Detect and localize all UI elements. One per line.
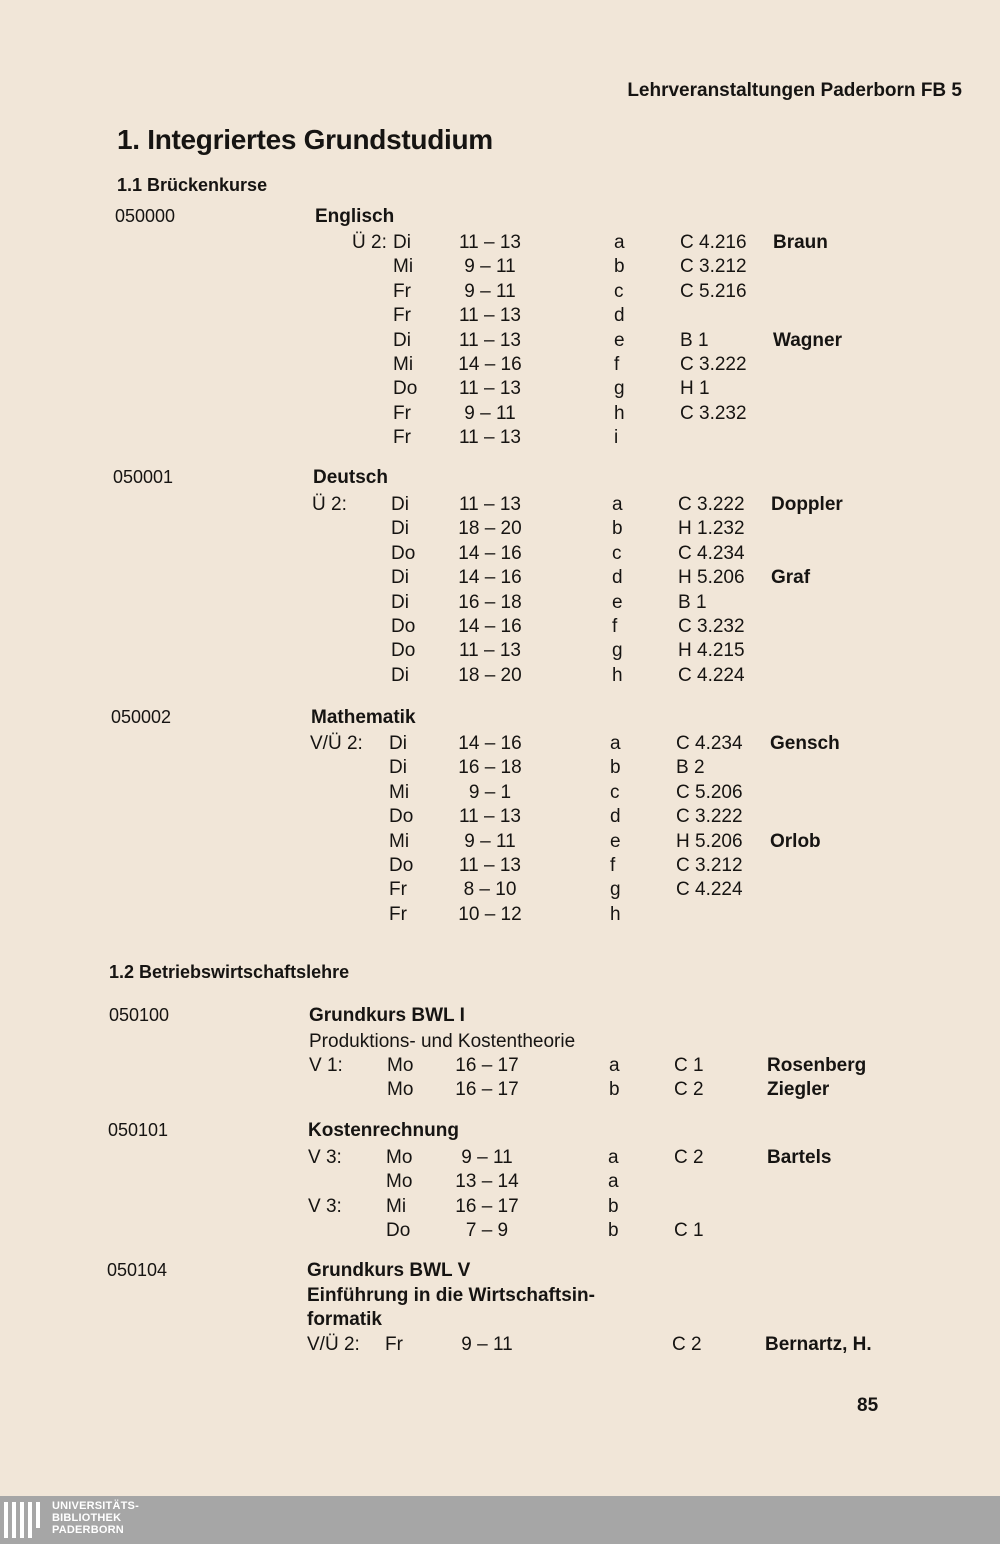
schedule-row: [0, 904, 900, 928]
weekday: Do: [391, 640, 416, 662]
course-grundkurs-bwl-1: [0, 1005, 900, 1105]
group-letter: g: [612, 640, 623, 662]
course-kostenrechnung: [0, 1120, 900, 1250]
time-range: 16 – 18: [458, 591, 522, 613]
schedule-row: [0, 1220, 900, 1244]
group-letter: a: [608, 1171, 619, 1193]
schedule-row: [0, 782, 900, 806]
course-title: Grundkurs BWL V: [307, 1260, 471, 1281]
weekday: Do: [389, 806, 414, 828]
time-range: 9 – 11: [464, 256, 516, 278]
room: C 3.222: [676, 806, 743, 828]
schedule-row: [0, 567, 900, 591]
weekday: Mi: [386, 1195, 407, 1217]
schedule-row: [0, 757, 900, 781]
room: H 4.215: [678, 640, 745, 662]
weekday: Do: [391, 615, 416, 637]
time-range: 11 – 13: [459, 232, 521, 253]
running-header: Lehrveranstaltungen Paderborn FB 5: [627, 80, 962, 101]
time-range: 14 – 16: [458, 353, 522, 375]
group-letter: a: [608, 1147, 619, 1168]
time-range: 11 – 13: [459, 640, 521, 662]
room: C 2: [674, 1079, 704, 1101]
course-code: 050101: [108, 1120, 169, 1140]
group-letter: b: [609, 1079, 620, 1101]
group-letter: a: [612, 494, 623, 515]
weekday: Do: [391, 542, 416, 564]
room: C 3.222: [678, 494, 745, 515]
weekday: Di: [393, 329, 411, 351]
time-range: 11 – 13: [459, 329, 521, 351]
group-letter: c: [614, 280, 624, 302]
course-type: V 1:: [309, 1055, 343, 1076]
schedule-row: [0, 494, 900, 518]
time-range: 14 – 16: [458, 615, 522, 637]
course-type: V 3:: [308, 1147, 342, 1168]
group-letter: h: [610, 903, 621, 925]
group-letter: b: [612, 518, 623, 540]
time-range: 8 – 10: [463, 879, 517, 901]
group-letter: h: [612, 664, 623, 686]
room: B 2: [676, 757, 705, 779]
group-letter: d: [612, 567, 623, 589]
weekday: Fr: [393, 402, 411, 424]
time-range: 14 – 16: [458, 567, 522, 589]
time-range: 14 – 16: [458, 733, 522, 754]
course-code: 050000: [115, 206, 176, 226]
weekday: Mo: [387, 1079, 414, 1101]
course-type: Ü 2:: [352, 232, 387, 253]
course-englisch: [0, 206, 900, 456]
weekday: Fr: [385, 1334, 403, 1355]
weekday: Do: [389, 854, 414, 876]
room: C 2: [674, 1147, 704, 1168]
course-code: 050104: [107, 1260, 168, 1280]
page-title: 1. Integriertes Grundstudium: [117, 124, 493, 155]
weekday: Mo: [386, 1147, 413, 1168]
course-title: Englisch: [315, 206, 395, 227]
schedule-row: [0, 640, 900, 664]
time-range: 11 – 13: [459, 427, 521, 449]
course-code: 050002: [111, 707, 172, 727]
library-footer-bar: [0, 1496, 1000, 1544]
room: C 4.234: [678, 542, 745, 564]
schedule-row: [0, 855, 900, 879]
time-range: 16 – 17: [455, 1055, 519, 1076]
time-range: 9 – 11: [461, 1147, 513, 1168]
weekday: Do: [393, 378, 418, 400]
room: C 3.212: [680, 256, 747, 278]
library-name-line-1: UNIVERSITÄTS-: [52, 1500, 139, 1512]
group-letter: e: [610, 830, 621, 852]
schedule-row: [0, 232, 900, 256]
schedule-row: [0, 281, 900, 305]
time-range: 18 – 20: [458, 664, 522, 686]
group-letter: e: [612, 591, 623, 613]
group-letter: b: [610, 757, 621, 779]
schedule-row: [0, 592, 900, 616]
schedule-rows: [0, 1147, 900, 1245]
library-logo-icon: [4, 1502, 46, 1538]
course-subtitle: Produktions- und Kostentheorie: [309, 1031, 576, 1052]
schedule-row: [0, 305, 900, 329]
group-letter: c: [610, 781, 620, 803]
course-title: Grundkurs BWL I: [309, 1005, 465, 1026]
weekday: Di: [391, 591, 409, 613]
schedule-row: [0, 1147, 900, 1171]
course-title: Kostenrechnung: [308, 1120, 459, 1141]
course-title: Mathematik: [311, 707, 416, 728]
room: C 3.232: [680, 402, 747, 424]
room: H 1.232: [678, 518, 745, 540]
room: H 5.206: [678, 567, 745, 589]
lecturer: Braun: [773, 232, 828, 253]
room: C 3.232: [678, 615, 745, 637]
schedule-rows: [0, 733, 900, 928]
room: C 4.234: [676, 733, 743, 754]
schedule-row: [0, 1196, 900, 1220]
group-letter: i: [614, 427, 619, 449]
time-range: 9 – 11: [461, 1334, 513, 1355]
schedule-row: [0, 330, 900, 354]
schedule-rows: [0, 1055, 900, 1104]
weekday: Mi: [389, 781, 410, 803]
group-letter: f: [614, 353, 620, 375]
schedule-row: [0, 733, 900, 757]
time-range: 16 – 18: [458, 757, 522, 779]
weekday: Di: [393, 232, 411, 253]
schedule-row: [0, 1079, 900, 1103]
room: C 3.222: [680, 353, 747, 375]
schedule-row: [0, 831, 900, 855]
schedule-row: [0, 378, 900, 402]
time-range: 7 – 9: [465, 1220, 509, 1242]
room: C 1: [674, 1220, 704, 1242]
schedule-row: [0, 518, 900, 542]
time-range: 11 – 13: [459, 305, 521, 327]
course-type: V 3:: [308, 1195, 342, 1217]
group-letter: d: [614, 305, 625, 327]
schedule-row: [0, 427, 900, 451]
schedule-row: [0, 543, 900, 567]
weekday: Mi: [389, 830, 410, 852]
room: B 1: [678, 591, 707, 613]
weekday: Mi: [393, 256, 414, 278]
time-range: 11 – 13: [459, 806, 521, 828]
lecturer: Orlob: [770, 830, 821, 852]
time-range: 18 – 20: [458, 518, 522, 540]
lecturer: Rosenberg: [767, 1055, 867, 1076]
group-letter: f: [610, 854, 616, 876]
weekday: Fr: [389, 879, 407, 901]
group-letter: a: [614, 232, 625, 253]
schedule-row: [0, 256, 900, 280]
group-letter: d: [610, 806, 621, 828]
course-code: 050100: [109, 1005, 170, 1025]
lecturer: Wagner: [773, 329, 842, 351]
lecturer: Bernartz, H.: [765, 1334, 872, 1355]
library-name-line-3: PADERBORN: [52, 1524, 124, 1536]
schedule-row: [0, 1171, 900, 1195]
lecturer: Graf: [771, 567, 811, 589]
room: B 1: [680, 329, 709, 351]
room: C 4.224: [678, 664, 745, 686]
weekday: Di: [391, 567, 409, 589]
room: C 4.224: [676, 879, 743, 901]
weekday: Mo: [386, 1171, 413, 1193]
time-range: 11 – 13: [459, 854, 521, 876]
library-logo-text: [52, 1500, 139, 1536]
course-mathematik: [0, 707, 900, 937]
weekday: Mi: [393, 353, 414, 375]
group-letter: b: [608, 1195, 619, 1217]
schedule-row: [0, 806, 900, 830]
group-letter: f: [612, 615, 618, 637]
time-range: 13 – 14: [455, 1171, 519, 1193]
weekday: Do: [386, 1220, 411, 1242]
room: C 5.216: [680, 280, 747, 302]
schedule-row: [0, 879, 900, 903]
group-letter: g: [614, 378, 625, 400]
schedule-rows: [0, 1334, 900, 1358]
weekday: Di: [391, 494, 409, 515]
weekday: Fr: [393, 280, 411, 302]
course-subtitle-line-2: formatik: [307, 1309, 382, 1330]
time-range: 9 – 11: [464, 280, 516, 302]
section-heading-1-1: 1.1 Brückenkurse: [117, 175, 268, 195]
weekday: Di: [389, 757, 407, 779]
lecturer: Doppler: [771, 494, 843, 515]
course-type: V/Ü 2:: [310, 733, 363, 754]
lecturer: Gensch: [770, 733, 840, 754]
section-heading-1-2: 1.2 Betriebswirtschaftslehre: [109, 962, 350, 982]
course-title: Deutsch: [313, 467, 388, 488]
course-type: V/Ü 2:: [307, 1334, 360, 1355]
weekday: Di: [389, 733, 407, 754]
time-range: 16 – 17: [455, 1195, 519, 1217]
course-code: 050001: [113, 467, 174, 487]
room: C 5.206: [676, 781, 743, 803]
weekday: Di: [391, 518, 409, 540]
schedule-row: [0, 403, 900, 427]
group-letter: e: [614, 329, 625, 351]
weekday: Fr: [393, 305, 411, 327]
course-subtitle-line-1: Einführung in die Wirtschaftsin-: [307, 1285, 595, 1306]
schedule-row: [0, 1334, 900, 1358]
room: C 2: [672, 1334, 702, 1355]
time-range: 9 – 11: [464, 402, 516, 424]
group-letter: h: [614, 402, 625, 424]
time-range: 14 – 16: [458, 542, 522, 564]
group-letter: g: [610, 879, 621, 901]
library-name-line-2: BIBLIOTHEK: [52, 1512, 122, 1524]
schedule-rows: [0, 494, 900, 689]
weekday: Fr: [389, 903, 407, 925]
time-range: 10 – 12: [458, 903, 522, 925]
time-range: 9 – 1: [468, 781, 512, 803]
schedule-row: [0, 1055, 900, 1079]
schedule-row: [0, 665, 900, 689]
lecturer: Bartels: [767, 1147, 832, 1168]
time-range: 9 – 11: [464, 830, 516, 852]
group-letter: c: [612, 542, 622, 564]
schedule-row: [0, 354, 900, 378]
weekday: Mo: [387, 1055, 414, 1076]
weekday: Fr: [393, 427, 411, 449]
course-grundkurs-bwl-5: [0, 1260, 900, 1370]
lecturer: Ziegler: [767, 1079, 830, 1101]
page-number: 85: [857, 1395, 879, 1416]
schedule-row: [0, 616, 900, 640]
group-letter: b: [614, 256, 625, 278]
time-range: 11 – 13: [459, 378, 521, 400]
room: H 1: [680, 378, 710, 400]
group-letter: b: [608, 1220, 619, 1242]
course-deutsch: [0, 467, 900, 697]
room: C 1: [674, 1055, 704, 1076]
schedule-rows: [0, 232, 900, 452]
course-type: Ü 2:: [312, 494, 347, 515]
room: C 4.216: [680, 232, 747, 253]
time-range: 16 – 17: [455, 1079, 519, 1101]
weekday: Di: [391, 664, 409, 686]
time-range: 11 – 13: [459, 494, 521, 515]
group-letter: a: [610, 733, 621, 754]
room: H 5.206: [676, 830, 743, 852]
room: C 3.212: [676, 854, 743, 876]
group-letter: a: [609, 1055, 620, 1076]
